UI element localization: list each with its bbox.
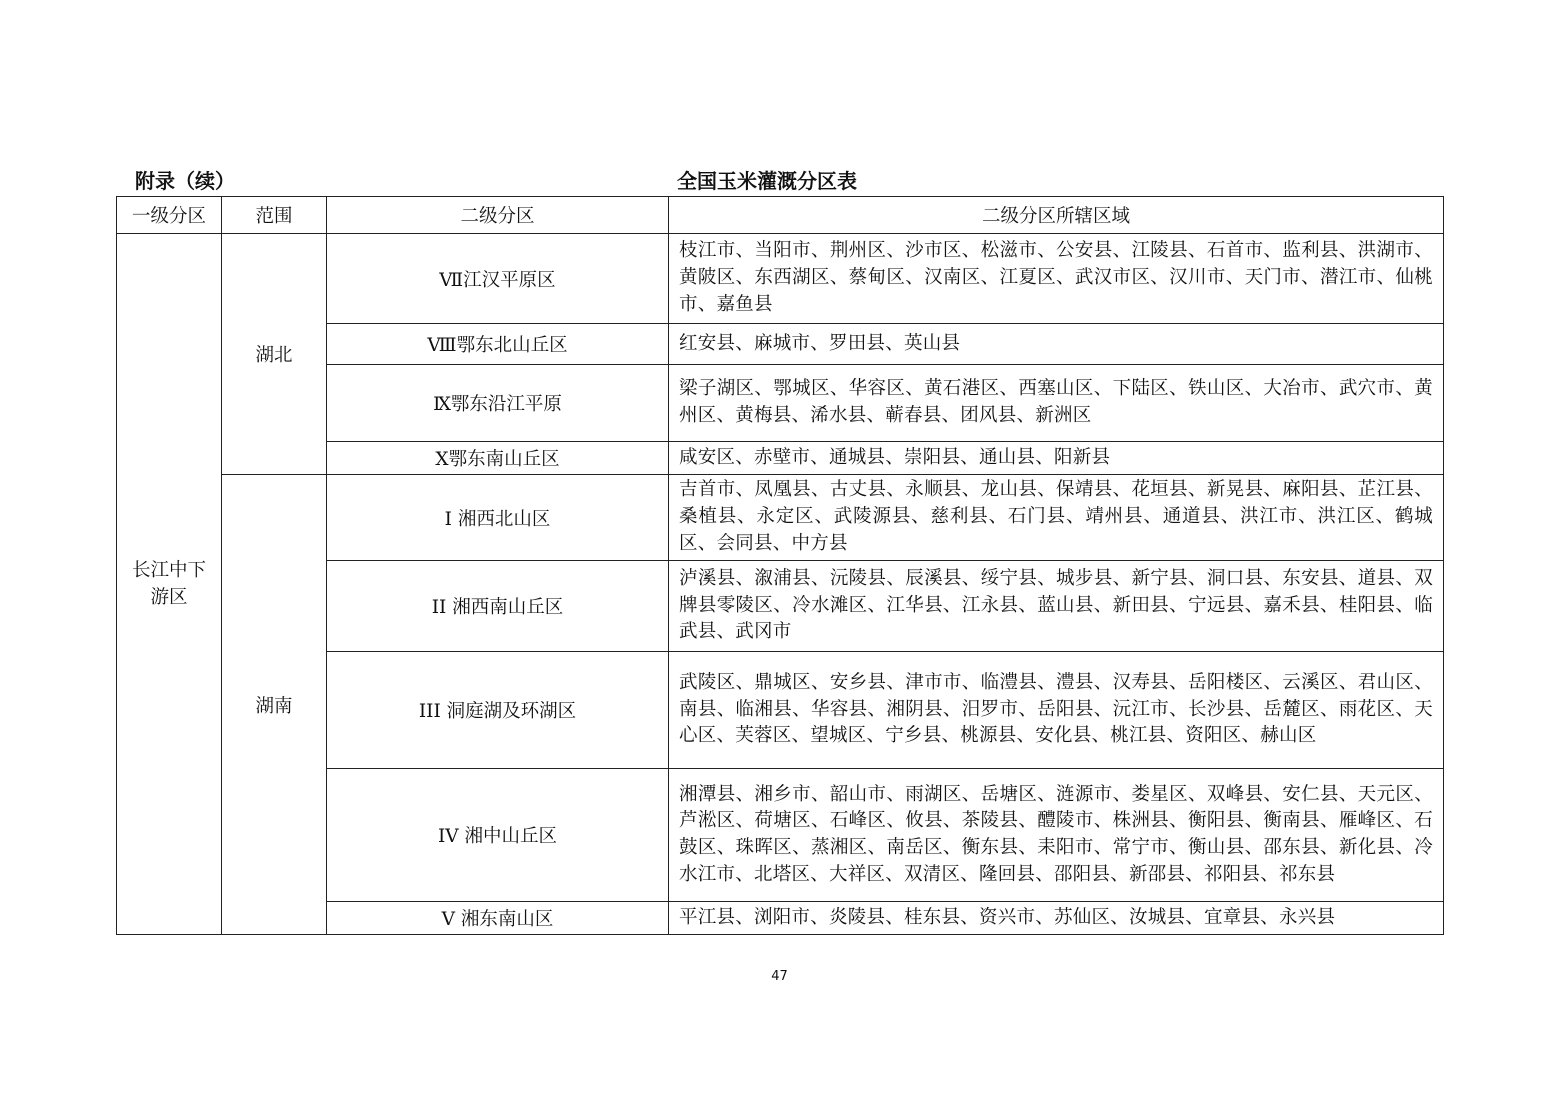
province-cell-hubei: 湖北	[222, 234, 327, 475]
table-row	[117, 234, 1444, 324]
column-header-range: 范围	[222, 197, 327, 234]
areas-cell: 平江县、浏阳市、炎陵县、桂东县、资兴市、苏仙区、汝城县、宜章县、永兴县	[669, 902, 1444, 935]
primary-zone-label: 长江中下游区	[131, 560, 206, 608]
areas-cell: 枝江市、当阳市、荆州区、沙市区、松滋市、公安县、江陵县、石首市、监利县、洪湖市、黄陂区、东西湖区、蔡甸区、汉南区、江夏区、武汉市区、汉川市、天门市、潜江市、仙桃市、嘉鱼县	[669, 234, 1444, 324]
areas-cell: 湘潭县、湘乡市、韶山市、雨湖区、岳塘区、涟源市、娄星区、双峰县、安仁县、天元区、芦淞区、荷塘区、石峰区、攸县、茶陵县、醴陵市、株洲县、衡阳县、衡南县、雁峰区、石鼓区、珠晖区、蒸湘区、南岳区、衡东县、耒阳市、常宁市、衡山县、邵东县、新化县、冷水江市、北塔区、大祥区、双清区、隆回县、邵阳县、新邵县、祁阳县、祁东县	[669, 769, 1444, 902]
irrigation-zone-table	[116, 196, 1444, 935]
secondary-zone-cell: Ⅸ鄂东沿江平原	[327, 365, 669, 442]
page-number: 47	[771, 969, 788, 984]
province-cell-hunan: 湖南	[222, 475, 327, 935]
secondary-zone-cell: Ⅹ鄂东南山丘区	[327, 442, 669, 475]
table-title: 全国玉米灌溉分区表	[677, 169, 857, 193]
areas-cell: 泸溪县、溆浦县、沅陵县、辰溪县、绥宁县、城步县、新宁县、洞口县、东安县、道县、双牌县零陵区、冷水滩区、江华县、江永县、蓝山县、新田县、宁远县、嘉禾县、桂阳县、临武县、武冈市	[669, 561, 1444, 652]
areas-cell: 红安县、麻城市、罗田县、英山县	[669, 324, 1444, 365]
table-header-row	[117, 197, 1444, 234]
secondary-zone-cell: IV 湘中山丘区	[327, 769, 669, 902]
areas-cell: 梁子湖区、鄂城区、华容区、黄石港区、西塞山区、下陆区、铁山区、大冶市、武穴市、黄州区、黄梅县、浠水县、蕲春县、团风县、新洲区	[669, 365, 1444, 442]
areas-cell: 武陵区、鼎城区、安乡县、津市市、临澧县、澧县、汉寿县、岳阳楼区、云溪区、君山区、南县、临湘县、华容县、湘阴县、汨罗市、岳阳县、沅江市、长沙县、岳麓区、雨花区、天心区、芙蓉区、望城区、宁乡县、桃源县、安化县、桃江县、资阳区、赫山区	[669, 652, 1444, 769]
column-header-secondary-zone: 二级分区	[327, 197, 669, 234]
areas-cell: 咸安区、赤壁市、通城县、崇阳县、通山县、阳新县	[669, 442, 1444, 475]
primary-zone-cell	[117, 234, 222, 935]
secondary-zone-cell: II 湘西南山丘区	[327, 561, 669, 652]
table-row	[117, 475, 1444, 561]
column-header-areas: 二级分区所辖区域	[669, 197, 1444, 234]
column-header-primary-zone: 一级分区	[117, 197, 222, 234]
secondary-zone-cell: I 湘西北山区	[327, 475, 669, 561]
areas-cell: 吉首市、凤凰县、古丈县、永顺县、龙山县、保靖县、花垣县、新晃县、麻阳县、芷江县、桑植县、永定区、武陵源县、慈利县、石门县、靖州县、通道县、洪江市、洪江区、鹤城区、会同县、中方县	[669, 475, 1444, 561]
secondary-zone-cell: V 湘东南山区	[327, 902, 669, 935]
secondary-zone-cell: Ⅶ江汉平原区	[327, 234, 669, 324]
secondary-zone-cell: III 洞庭湖及环湖区	[327, 652, 669, 769]
secondary-zone-cell: Ⅷ鄂东北山丘区	[327, 324, 669, 365]
appendix-label: 附录（续）	[135, 169, 235, 193]
